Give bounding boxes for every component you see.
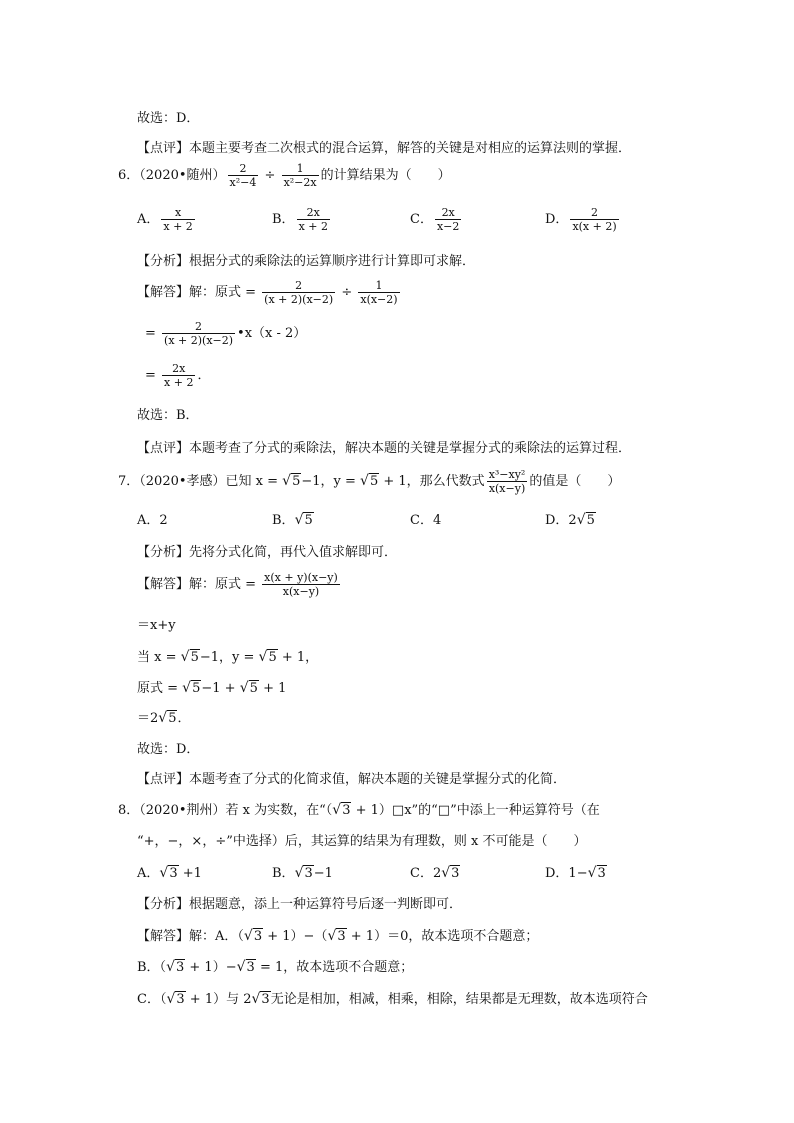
- option-d: [545, 509, 596, 528]
- sqrt-icon: √: [180, 649, 190, 665]
- analysis-line: 【分析】根据分式的乘除法的运算顺序进行计算即可求解．: [137, 254, 476, 269]
- comment-line: 【点评】本题考查了分式的化简求值，解决本题的关键是掌握分式的化简．: [137, 772, 567, 787]
- sqrt-icon: √: [327, 928, 337, 944]
- option-a: A．2: [137, 513, 168, 528]
- sqrt: [327, 928, 346, 944]
- sqrt: [158, 710, 177, 726]
- sqrt: [240, 680, 259, 696]
- fraction-numerator: x: [161, 206, 194, 220]
- fraction: [297, 206, 330, 233]
- option-label: A．: [137, 212, 160, 227]
- step-tail: •x（x - 2）: [237, 326, 307, 341]
- fraction: [487, 468, 528, 495]
- sqrt-radicand: 5: [192, 681, 201, 696]
- comment-line: 【点评】本题主要考查二次根式的混合运算，解答的关键是对相应的运算法则的掌握．: [137, 141, 632, 156]
- sqrt-radicand: 3: [175, 960, 185, 975]
- solution-step: [137, 646, 318, 665]
- option-label: C．: [410, 212, 433, 227]
- text-run: 当 x =: [137, 650, 177, 665]
- text-run: 【解答】解：A．（: [137, 929, 244, 944]
- division-sign: ÷: [341, 285, 353, 300]
- sqrt-icon: √: [182, 680, 192, 696]
- sqrt-radicand: 3: [304, 866, 313, 881]
- fraction-denominator: x(x−y): [282, 585, 320, 598]
- text-run: −1 +: [201, 681, 236, 696]
- sqrt: [166, 991, 185, 1007]
- solution-step: [145, 320, 306, 347]
- sqrt-icon: √: [158, 710, 168, 726]
- fraction: [262, 279, 335, 306]
- sqrt-radicand: 3: [451, 866, 460, 881]
- option-tail: +1: [182, 866, 202, 881]
- fraction-denominator: (x + 2)(x−2): [264, 293, 334, 306]
- text-run: C．（: [137, 992, 167, 1007]
- sqrt-radicand: 5: [369, 474, 379, 489]
- text-run: ＝2: [137, 711, 159, 726]
- solution-line: [137, 925, 538, 944]
- text-run: + 1）−（: [267, 929, 328, 944]
- fraction: [162, 362, 195, 389]
- solution-line: [137, 279, 402, 306]
- fraction: [358, 279, 399, 306]
- fraction-numerator: x(x + y)(x−y): [264, 571, 338, 584]
- question-7: [118, 468, 620, 495]
- text-run: 无论是相加，相减，相乘，相除，结果都是无理数，故本选项符合: [270, 992, 648, 1007]
- choose-line: 故选：B．: [137, 408, 199, 423]
- choose-line: 故选：D．: [137, 742, 200, 757]
- sqrt-radicand: 5: [304, 513, 313, 528]
- fraction-denominator: x²−2x: [283, 176, 317, 189]
- fraction-numerator: 2x: [162, 362, 195, 376]
- option-c: [410, 862, 460, 881]
- sqrt: [244, 928, 263, 944]
- sqrt: [181, 649, 200, 665]
- text-run: B．（: [137, 960, 167, 975]
- text-run: 原式 =: [137, 681, 179, 696]
- text-run: 8．（2020•荆州）若 x 为实数，在“（: [118, 803, 333, 818]
- fraction-denominator: x + 2: [164, 376, 194, 389]
- option-d: [545, 206, 621, 233]
- text-run: + 1）＝0，故本选项不合题意；: [350, 929, 539, 944]
- option-d: [545, 862, 607, 881]
- solution-prefix: 【解答】解：原式 =: [137, 285, 257, 300]
- fraction-numerator: 2: [228, 162, 259, 176]
- text-run: + 1，那么代数式: [383, 474, 485, 489]
- sqrt-radicand: 3: [169, 866, 178, 881]
- sqrt-radicand: 5: [249, 681, 258, 696]
- fraction: [570, 206, 618, 233]
- sqrt: [588, 865, 607, 881]
- solution-step: [137, 956, 413, 975]
- fraction: [435, 206, 461, 233]
- fraction-numerator: 2: [262, 279, 335, 293]
- text-run: + 1）−: [189, 960, 237, 975]
- sqrt: [360, 473, 379, 489]
- sqrt: [441, 865, 460, 881]
- sqrt-radicand: 3: [261, 992, 270, 1007]
- fraction-denominator: x−2: [436, 220, 460, 233]
- fraction: [228, 162, 259, 189]
- sqrt-radicand: 3: [337, 929, 346, 944]
- equals-sign: =: [145, 326, 156, 341]
- sqrt: [577, 512, 596, 528]
- sqrt-icon: √: [239, 680, 249, 696]
- fraction-denominator: x(x−2): [360, 293, 398, 306]
- sqrt-icon: √: [236, 959, 246, 975]
- sqrt-radicand: 5: [268, 650, 277, 665]
- fraction-denominator: x²−4: [229, 176, 257, 189]
- solution-step: [145, 362, 210, 389]
- sqrt-icon: √: [243, 928, 253, 944]
- sqrt-icon: √: [282, 473, 292, 489]
- option-label: B．: [272, 513, 295, 528]
- sqrt-icon: √: [258, 649, 268, 665]
- sqrt-icon: √: [294, 865, 304, 881]
- fraction-denominator: x + 2: [163, 220, 193, 233]
- sqrt: [159, 865, 178, 881]
- question-8-line-2: “+，−，×，÷”中选择）后，其运算的结果为有理数，则 x 不可能是（ ）: [137, 834, 587, 849]
- sqrt-icon: √: [166, 991, 176, 1007]
- sqrt-icon: √: [332, 802, 342, 818]
- sqrt-icon: √: [159, 865, 169, 881]
- fraction-denominator: x(x−y): [488, 482, 526, 495]
- fraction-denominator: x + 2: [298, 220, 328, 233]
- sqrt-icon: √: [441, 865, 451, 881]
- sqrt-icon: √: [360, 473, 369, 489]
- question-8: [118, 799, 600, 818]
- fraction: [161, 206, 194, 233]
- fraction: [282, 162, 319, 189]
- sqrt-radicand: 3: [342, 803, 351, 818]
- fraction-numerator: 2: [570, 206, 618, 220]
- fraction: [262, 571, 340, 598]
- solution-prefix: 【解答】解：原式 =: [137, 577, 257, 592]
- option-tail: −1: [313, 866, 333, 881]
- sqrt: [237, 959, 256, 975]
- option-b: [272, 862, 333, 881]
- solution-line: [137, 571, 342, 598]
- text-run: + 1，: [281, 650, 319, 665]
- sqrt: [252, 991, 271, 1007]
- sqrt: [182, 680, 201, 696]
- sqrt: [332, 802, 351, 818]
- fraction-numerator: 1: [358, 279, 399, 293]
- solution-step: ＝x+y: [137, 618, 176, 633]
- sqrt-icon: √: [251, 991, 261, 1007]
- fraction-numerator: 2x: [435, 206, 461, 220]
- solution-step: [137, 707, 191, 726]
- sqrt-radicand: 5: [168, 711, 177, 726]
- question-7-prefix: 7．（2020•孝感）已知 x =: [118, 474, 279, 489]
- option-label: D．: [545, 212, 569, 227]
- sqrt-icon: √: [294, 512, 304, 528]
- option-label: C．2: [410, 866, 442, 881]
- text-run: + 1）□x”的“□”中添上一种运算符号（在: [355, 803, 600, 818]
- fraction-numerator: 2x: [297, 206, 330, 220]
- equals-sign: =: [145, 368, 156, 383]
- sqrt-radicand: 5: [190, 650, 199, 665]
- option-b: [272, 509, 314, 528]
- sqrt: [259, 649, 278, 665]
- sqrt-radicand: 5: [586, 513, 595, 528]
- option-label: B．: [272, 866, 295, 881]
- analysis-line: 【分析】根据题意，添上一种运算符号后逐一判断即可．: [137, 897, 463, 912]
- sqrt-radicand: 3: [597, 866, 606, 881]
- question-6-suffix: 的计算结果为（ ）: [320, 168, 451, 183]
- text-run: + 1）与 2: [189, 992, 252, 1007]
- fraction-numerator: x³−xy²: [488, 468, 526, 481]
- sqrt: [295, 865, 314, 881]
- question-7-suffix: 的值是（ ）: [529, 474, 621, 489]
- option-c: C．4: [410, 513, 442, 528]
- option-b: [272, 206, 332, 233]
- sqrt: [282, 473, 301, 489]
- option-label: D．1−: [545, 866, 588, 881]
- sqrt-radicand: 5: [292, 474, 301, 489]
- text-run: −1，y =: [301, 474, 356, 489]
- text-run: ．: [177, 711, 191, 726]
- sqrt-radicand: 3: [176, 992, 185, 1007]
- question-6-prefix: 6．（2020•随州）: [118, 168, 226, 183]
- option-label: A．: [137, 866, 160, 881]
- analysis-line: 【分析】先将分式化简，再代入值求解即可．: [137, 545, 398, 560]
- option-a: [137, 862, 202, 881]
- option-a: [137, 206, 197, 233]
- sqrt-radicand: 3: [253, 929, 263, 944]
- fraction-numerator: 1: [282, 162, 319, 176]
- solution-step: [137, 677, 286, 696]
- solution-step: [137, 988, 648, 1007]
- fraction-numerator: 2: [162, 320, 235, 334]
- choose-line: 故选：D．: [137, 111, 200, 126]
- fraction: [162, 320, 235, 347]
- sqrt-radicand: 3: [246, 960, 255, 975]
- option-label: B．: [272, 212, 295, 227]
- sqrt: [166, 959, 185, 975]
- sqrt-icon: √: [166, 959, 175, 975]
- step-tail: ．: [197, 368, 211, 383]
- sqrt: [295, 512, 314, 528]
- division-sign: ÷: [264, 168, 276, 183]
- text-run: = 1，故本选项不合题意；: [259, 960, 414, 975]
- option-label: D．2: [545, 513, 577, 528]
- sqrt-icon: √: [576, 512, 586, 528]
- fraction-denominator: (x + 2)(x−2): [164, 334, 234, 347]
- fraction-denominator: x(x + 2): [572, 220, 617, 233]
- option-c: [410, 206, 463, 233]
- question-6: [118, 162, 451, 189]
- comment-line: 【点评】本题考查了分式的乘除法，解决本题的关键是掌握分式的乘除法的运算过程．: [137, 441, 632, 456]
- text-run: −1，y =: [199, 650, 255, 665]
- text-run: + 1: [263, 681, 287, 696]
- sqrt-icon: √: [587, 865, 597, 881]
